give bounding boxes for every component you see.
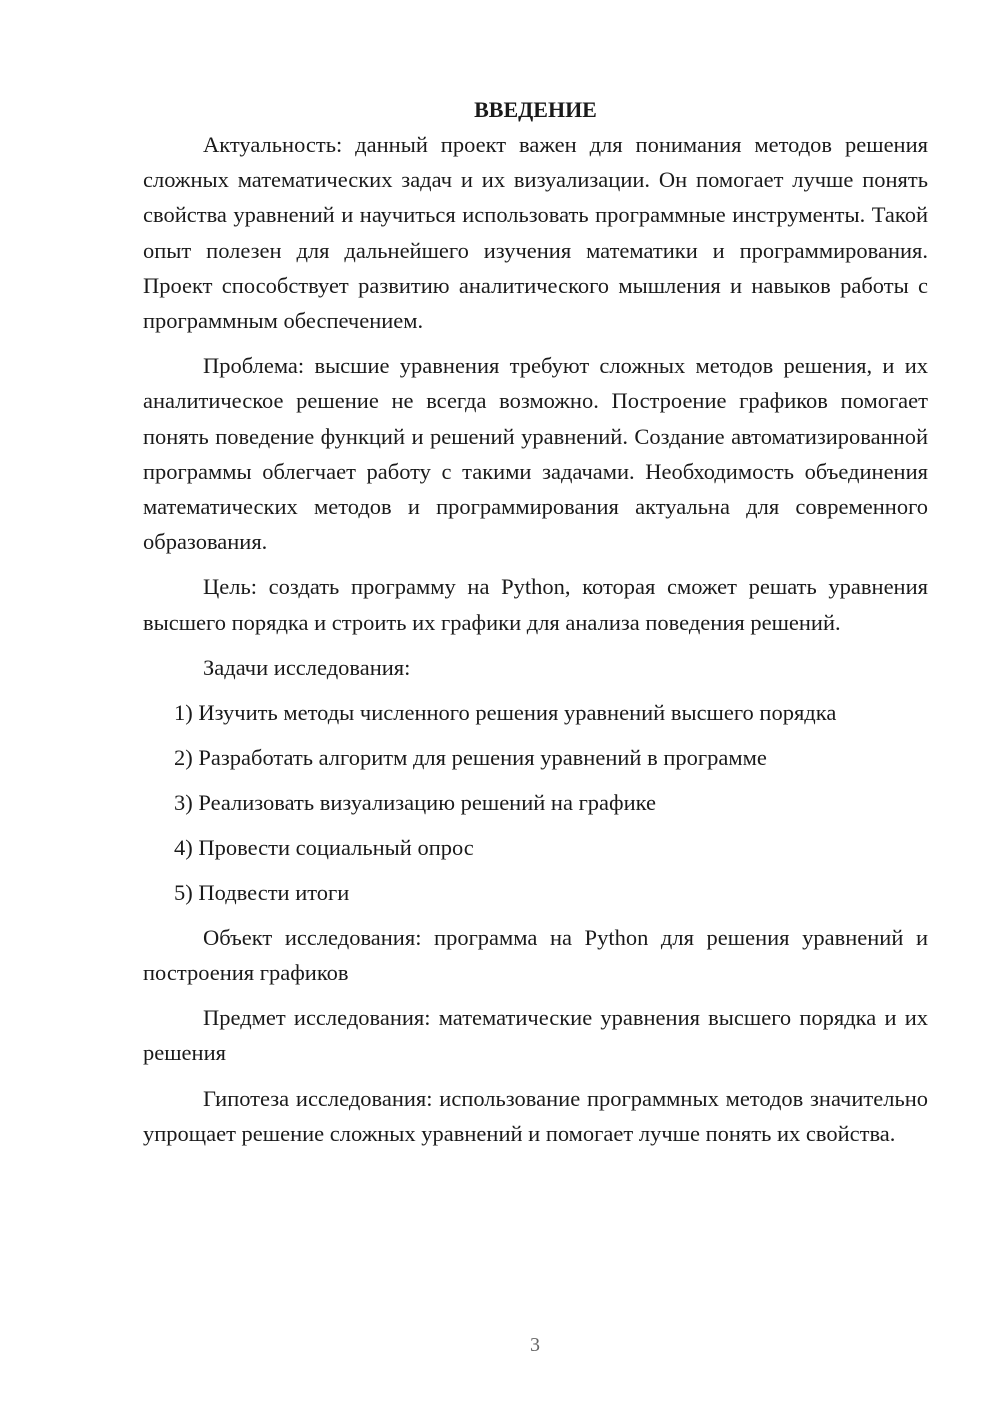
task-list	[143, 695, 928, 910]
paragraph-subject: Предмет исследования: математические уравнения высшего порядка и их решения	[143, 1005, 928, 1066]
tasks-heading: Задачи исследования:	[203, 654, 411, 680]
page-title: ВВЕДЕНИЕ	[474, 97, 597, 122]
task-item: 2) Разработать алгоритм для решения уравнений в программе	[174, 744, 767, 770]
paragraph-object: Объект исследования: программа на Python для решения уравнений и построения графиков	[143, 924, 928, 986]
paragraph-goal: Цель: создать программу на Python, которая сможет решать уравнения высшего порядка и строить их графики для анализа поведения решений.	[143, 574, 928, 635]
paragraph-hypothesis: Гипотеза исследования: использование программных методов значительно упрощает решение сложных уравнений и помогает лучше понять их свойства.	[143, 1085, 928, 1146]
task-item: 4) Провести социальный опрос	[174, 834, 474, 860]
task-item: 1) Изучить методы численного решения уравнений высшего порядка	[174, 699, 837, 725]
paragraph-problem: Проблема: высшие уравнения требуют сложных методов решения, и их аналитическое решение не всегда возможно. Построение графиков помогает понять поведение функций и решений уравнений. Создание автоматизированной программы облегчает работу с такими задачами. Необходимость объединения математических методов и программирования актуальна для современного образования.	[143, 353, 928, 555]
task-item: 3) Реализовать визуализацию решений на графике	[174, 789, 657, 815]
paragraph-relevance: Актуальность: данный проект важен для понимания методов решения сложных математических задач и их визуализации. Он помогает лучше понять свойства уравнений и научиться использовать программные инструменты. Такой опыт полезен для дальнейшего изучения математики и программирования. Проект способствует развитию аналитического мышления и навыков работы с программным обеспечением.	[143, 132, 928, 334]
task-item: 5) Подвести итоги	[174, 879, 350, 905]
page-number: 3	[530, 1334, 540, 1356]
document-page	[143, 92, 928, 1151]
